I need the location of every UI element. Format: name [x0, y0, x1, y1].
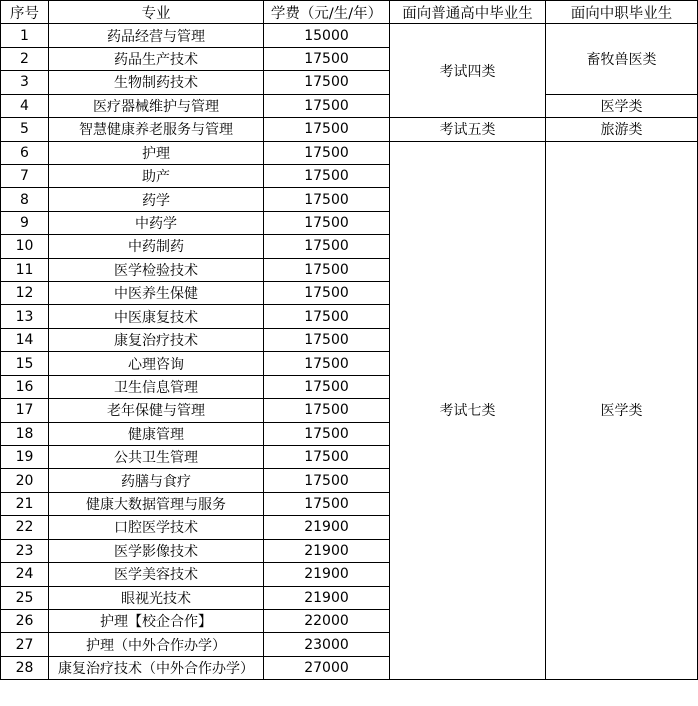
- group-voc-medical-2: 医学类: [546, 141, 698, 680]
- row-major: 卫生信息管理: [49, 375, 264, 398]
- row-index: 7: [1, 164, 49, 187]
- group-voc-medical-1: 医学类: [546, 94, 698, 117]
- row-index: 13: [1, 305, 49, 328]
- row-tuition: 17500: [264, 211, 390, 234]
- row-index: 26: [1, 609, 49, 632]
- row-index: 3: [1, 71, 49, 94]
- row-tuition: 17500: [264, 492, 390, 515]
- row-tuition: 17500: [264, 282, 390, 305]
- row-index: 15: [1, 352, 49, 375]
- row-major: 药学: [49, 188, 264, 211]
- row-index: 9: [1, 211, 49, 234]
- header-index: 序号: [1, 1, 49, 24]
- row-tuition: 17500: [264, 235, 390, 258]
- row-tuition: 17500: [264, 118, 390, 141]
- row-index: 11: [1, 258, 49, 281]
- row-major: 中药制药: [49, 235, 264, 258]
- row-major: 公共卫生管理: [49, 446, 264, 469]
- row-major: 助产: [49, 164, 264, 187]
- row-index: 16: [1, 375, 49, 398]
- header-vocational: 面向中职毕业生: [546, 1, 698, 24]
- row-tuition: 21900: [264, 516, 390, 539]
- row-major: 心理咨询: [49, 352, 264, 375]
- row-tuition: 17500: [264, 71, 390, 94]
- group-exam-4: 考试四类: [390, 24, 546, 118]
- row-tuition: 17500: [264, 375, 390, 398]
- row-major: 中医康复技术: [49, 305, 264, 328]
- row-tuition: 22000: [264, 609, 390, 632]
- row-major: 生物制药技术: [49, 71, 264, 94]
- row-index: 4: [1, 94, 49, 117]
- row-tuition: 17500: [264, 399, 390, 422]
- row-tuition: 17500: [264, 469, 390, 492]
- table-row: [1, 94, 698, 117]
- row-major: 老年保健与管理: [49, 399, 264, 422]
- row-index: 28: [1, 656, 49, 679]
- row-major: 医学美容技术: [49, 563, 264, 586]
- row-tuition: 17500: [264, 188, 390, 211]
- table-row: [1, 141, 698, 164]
- row-index: 24: [1, 563, 49, 586]
- row-index: 17: [1, 399, 49, 422]
- row-major: 药品经营与管理: [49, 24, 264, 47]
- row-tuition: 17500: [264, 352, 390, 375]
- row-major: 健康管理: [49, 422, 264, 445]
- row-index: 18: [1, 422, 49, 445]
- header-major: 专业: [49, 1, 264, 24]
- row-major: 中药学: [49, 211, 264, 234]
- row-tuition: 17500: [264, 258, 390, 281]
- row-major: 健康大数据管理与服务: [49, 492, 264, 515]
- row-tuition: 17500: [264, 141, 390, 164]
- row-index: 8: [1, 188, 49, 211]
- group-exam-5: 考试五类: [390, 118, 546, 141]
- row-tuition: 17500: [264, 328, 390, 351]
- row-index: 25: [1, 586, 49, 609]
- row-tuition: 15000: [264, 24, 390, 47]
- row-major: 药膳与食疗: [49, 469, 264, 492]
- row-index: 6: [1, 141, 49, 164]
- row-tuition: 27000: [264, 656, 390, 679]
- row-major: 智慧健康养老服务与管理: [49, 118, 264, 141]
- row-major: 医学检验技术: [49, 258, 264, 281]
- table-row: [1, 24, 698, 47]
- header-row: [1, 1, 698, 24]
- row-index: 14: [1, 328, 49, 351]
- row-major: 康复治疗技术（中外合作办学）: [49, 656, 264, 679]
- row-major: 眼视光技术: [49, 586, 264, 609]
- row-index: 1: [1, 24, 49, 47]
- row-major: 药品生产技术: [49, 47, 264, 70]
- row-index: 23: [1, 539, 49, 562]
- row-major: 康复治疗技术: [49, 328, 264, 351]
- row-major: 医疗器械维护与管理: [49, 94, 264, 117]
- row-tuition: 23000: [264, 633, 390, 656]
- row-major: 医学影像技术: [49, 539, 264, 562]
- group-exam-7: 考试七类: [390, 141, 546, 680]
- header-tuition: 学费（元/生/年）: [264, 1, 390, 24]
- row-tuition: 17500: [264, 305, 390, 328]
- row-index: 12: [1, 282, 49, 305]
- row-index: 5: [1, 118, 49, 141]
- row-index: 22: [1, 516, 49, 539]
- row-tuition: 17500: [264, 164, 390, 187]
- row-index: 2: [1, 47, 49, 70]
- row-tuition: 21900: [264, 586, 390, 609]
- header-high-school: 面向普通高中毕业生: [390, 1, 546, 24]
- row-major: 中医养生保健: [49, 282, 264, 305]
- row-tuition: 17500: [264, 422, 390, 445]
- row-tuition: 17500: [264, 94, 390, 117]
- row-tuition: 17500: [264, 446, 390, 469]
- row-major: 口腔医学技术: [49, 516, 264, 539]
- row-index: 10: [1, 235, 49, 258]
- group-voc-tourism: 旅游类: [546, 118, 698, 141]
- row-index: 19: [1, 446, 49, 469]
- row-tuition: 21900: [264, 563, 390, 586]
- row-index: 27: [1, 633, 49, 656]
- row-major: 护理: [49, 141, 264, 164]
- row-index: 20: [1, 469, 49, 492]
- row-tuition: 17500: [264, 47, 390, 70]
- row-major: 护理【校企合作】: [49, 609, 264, 632]
- group-voc-animal: 畜牧兽医类: [546, 24, 698, 94]
- row-major: 护理（中外合作办学）: [49, 633, 264, 656]
- row-index: 21: [1, 492, 49, 515]
- table-row: [1, 118, 698, 141]
- row-tuition: 21900: [264, 539, 390, 562]
